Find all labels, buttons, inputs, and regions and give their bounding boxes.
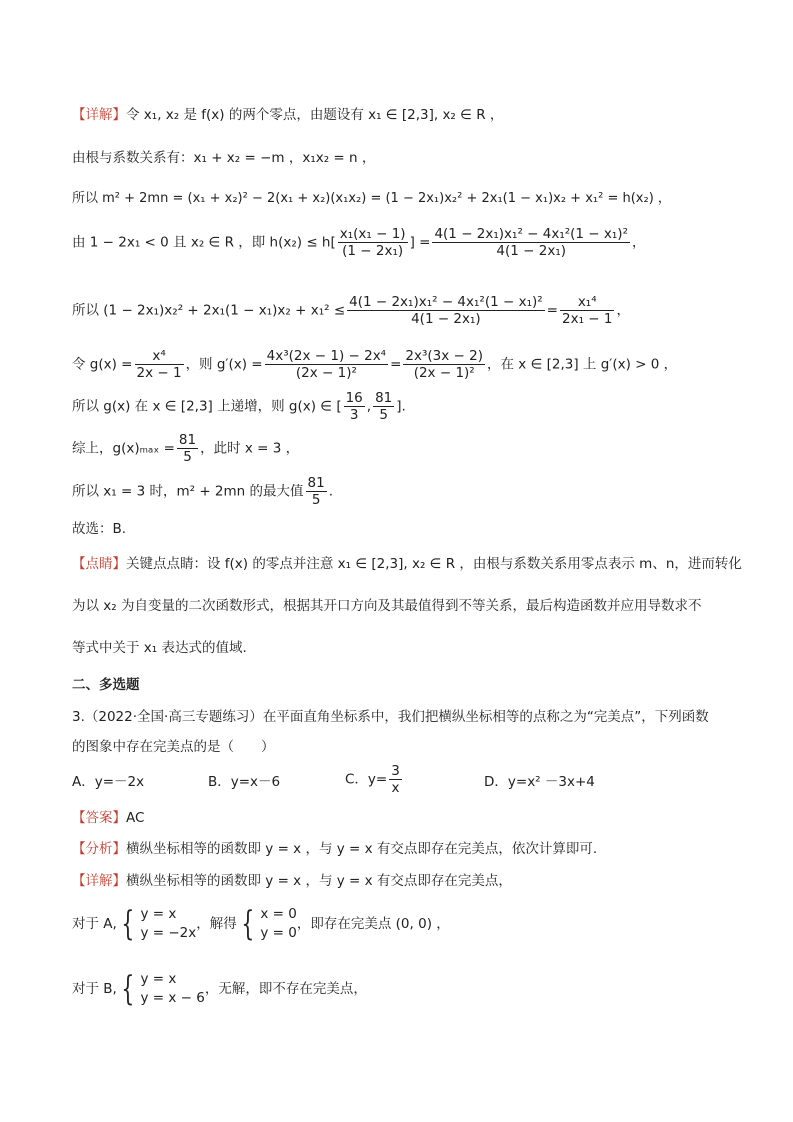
line4-text-a: 由 1 − 2x₁ < 0 且 x₂ ∈ R ，即 h(x₂) ≤ h[	[72, 234, 336, 251]
line5-text-b: =	[546, 302, 558, 319]
line6-fraction-3-num: 2x³(3x − 2)	[405, 348, 484, 364]
line5-text-c: ，	[616, 302, 630, 319]
case-a-line	[72, 905, 450, 943]
line7-fraction-1	[344, 390, 365, 423]
case-a-label: 对于 A,	[72, 916, 117, 932]
left-brace-icon: {	[121, 904, 135, 944]
line4-fraction-1	[338, 226, 408, 259]
case-b-text-b: ，无解，即不存在完美点，	[204, 981, 367, 997]
line8-text-a: 综上，g(x)ₘₐₓ =	[72, 440, 175, 457]
line4-fraction-1-den: (1 − 2x₁)	[342, 243, 404, 259]
case-a-system-2	[260, 905, 296, 943]
option-c-text: C．y=	[345, 771, 388, 788]
line6-fraction-2	[265, 348, 388, 381]
detail-line-3: 所以 m² + 2mn = (x₁ + x₂)² − 2(x₁ + x₂)(x₁x₂) = (1 − 2x₁)x₂² + 2x₁(1 − x₁)x₂ + x₁² = h(x₂) ，	[72, 191, 671, 206]
line5-fraction-2-num: x₁⁴	[560, 294, 614, 311]
line9-fraction-den: 5	[311, 492, 321, 508]
case-a-eq-3: x = 0	[260, 906, 297, 922]
case-a-text-b: ，解得	[196, 916, 237, 932]
line6-text-c: =	[390, 356, 402, 373]
analysis-line	[72, 840, 597, 858]
detail-line-7	[72, 390, 406, 423]
line4-fraction-2-num: 4(1 − 2x₁)x₁² − 4x₁²(1 − x₁)²	[434, 226, 628, 242]
analysis-text: 横纵坐标相等的函数即 y = x ，与 y = x 有交点即存在完美点，依次计算即可.	[126, 841, 598, 857]
option-c-fraction	[389, 763, 402, 796]
line4-text-b: ] =	[409, 234, 431, 251]
line5-fraction-2	[560, 294, 614, 327]
detail-text: 令 x₁, x₂ 是 f(x) 的两个零点，由题设有 x₁ ∈ [2,3], x₂ ∈ R ，	[126, 107, 504, 123]
line4-fraction-2-den: 4(1 − 2x₁)	[496, 243, 567, 259]
line5-fraction-2-den: 2x₁ − 1	[561, 311, 613, 327]
line7-text-a: 所以 g(x) 在 x ∈ [2,3] 上递增，则 g(x) ∈ [	[72, 398, 342, 415]
line7-text-b: ,	[366, 398, 372, 415]
case-b-eq-2: y = x − 6	[140, 990, 205, 1006]
line4-text-c: ，	[632, 234, 646, 251]
tip-line-3: 等式中关于 x₁ 表达式的值域.	[72, 640, 247, 656]
detail-tag: 【详解】	[72, 107, 126, 123]
line6-fraction-1-den: 2x − 1	[136, 365, 182, 381]
line5-fraction-1-num: 4(1 − 2x₁)x₁² − 4x₁²(1 − x₁)²	[349, 294, 543, 310]
option-b: B．y=x－6	[208, 774, 281, 790]
detail-line-8	[72, 432, 299, 465]
detail2-tag: 【详解】	[72, 873, 126, 889]
detail-line-1	[72, 106, 503, 124]
line6-fraction-1	[135, 348, 184, 381]
tip-tag: 【点睛】	[72, 556, 126, 572]
line6-text-a: 令 g(x) =	[72, 356, 133, 373]
case-b-system	[141, 970, 205, 1008]
case-a-eq-2: y = −2x	[140, 925, 197, 941]
line5-fraction-1-den: 4(1 − 2x₁)	[411, 311, 481, 327]
line5-fraction-1	[347, 294, 545, 327]
case-a-eq-4: y = 0	[260, 925, 297, 941]
detail-line-10: 故选：B.	[72, 521, 127, 537]
option-d: D．y=x² －3x+4	[484, 774, 595, 790]
left-brace-icon: {	[121, 969, 135, 1009]
line6-text-b: ，则 g′(x) =	[185, 356, 263, 373]
line6-fraction-3	[403, 348, 485, 381]
detail-line-2: 由根与系数关系有：x₁ + x₂ = −m ，x₁x₂ = n ，	[72, 150, 376, 166]
line4-fraction-1-num: x₁(x₁ − 1)	[339, 226, 406, 242]
tip-text-1: 关键点点睛：设 f(x) 的零点并注意 x₁ ∈ [2,3], x₂ ∈ R ，由根与系数关系用零点表示 m、n，进而转化	[126, 556, 742, 572]
line6-fraction-2-num: 4x³(2x − 1) − 2x⁴	[266, 348, 387, 364]
line6-fraction-1-num: x⁴	[135, 348, 184, 365]
line4-fraction-2	[432, 226, 630, 259]
analysis-tag: 【分析】	[72, 841, 126, 857]
detail-line-6	[72, 348, 677, 381]
line8-fraction-den: 5	[183, 449, 192, 465]
option-c-fraction-num: 3	[391, 763, 400, 779]
line5-text-a: 所以 (1 − 2x₁)x₂² + 2x₁(1 − x₁)x₂ + x₁² ≤	[72, 302, 346, 319]
detail2-line	[72, 872, 512, 890]
tip-line-2: 为以 x₂ 为自变量的二次函数形式，根据其开口方向及其最值得到不等关系，最后构造函数并应用导数求不	[72, 598, 702, 614]
line6-fraction-2-den: (2x − 1)²	[295, 365, 357, 381]
line8-fraction	[177, 432, 198, 465]
line9-fraction-num: 81	[307, 475, 325, 491]
left-brace-icon: {	[241, 904, 255, 944]
option-a: A．y=－2x	[72, 774, 145, 790]
line6-fraction-3-den: (2x − 1)²	[413, 365, 475, 381]
answer-text: AC	[126, 810, 145, 826]
line7-text-c: ].	[396, 398, 406, 415]
line9-text-b: .	[328, 483, 333, 500]
question-line-2: 的图象中存在完美点的是（ ）	[72, 739, 275, 755]
line9-text-a: 所以 x₁ = 3 时，m² + 2mn 的最大值	[72, 483, 304, 500]
detail-line-4	[72, 226, 646, 259]
case-a-eq-1: y = x	[140, 906, 177, 922]
question-line-1: 3.（2022·全国·高三专题练习）在平面直角坐标系中，我们把横纵坐标相等的点称之为“完美点”，下列函数	[72, 709, 709, 725]
detail2-text: 横纵坐标相等的函数即 y = x ，与 y = x 有交点即存在完美点，	[126, 873, 512, 889]
option-c-fraction-den: x	[391, 780, 400, 796]
line6-text-d: ，在 x ∈ [2,3] 上 g′(x) > 0 ，	[487, 356, 678, 373]
line8-text-b: ，此时 x = 3 ，	[200, 440, 300, 457]
case-a-text-c: ，即存在完美点 (0, 0) ，	[296, 916, 450, 932]
tip-line-1	[72, 555, 742, 573]
case-b-eq-1: y = x	[140, 971, 177, 987]
answer-tag: 【答案】	[72, 810, 126, 826]
line7-fraction-1-den: 3	[349, 407, 359, 423]
line7-fraction-2	[373, 390, 394, 423]
line7-fraction-2-den: 5	[379, 407, 388, 423]
case-b-label: 对于 B,	[72, 981, 117, 997]
case-b-line	[72, 970, 367, 1008]
case-a-system-1	[140, 905, 196, 943]
line7-fraction-1-num: 16	[345, 390, 363, 406]
section-heading: 二、多选题	[72, 677, 140, 693]
detail-line-5	[72, 294, 630, 327]
detail-line-9	[72, 475, 333, 508]
option-c	[345, 763, 404, 796]
line8-fraction-num: 81	[178, 432, 197, 448]
answer-line	[72, 809, 144, 827]
line9-fraction	[306, 475, 327, 508]
line7-fraction-2-num: 81	[375, 390, 393, 406]
